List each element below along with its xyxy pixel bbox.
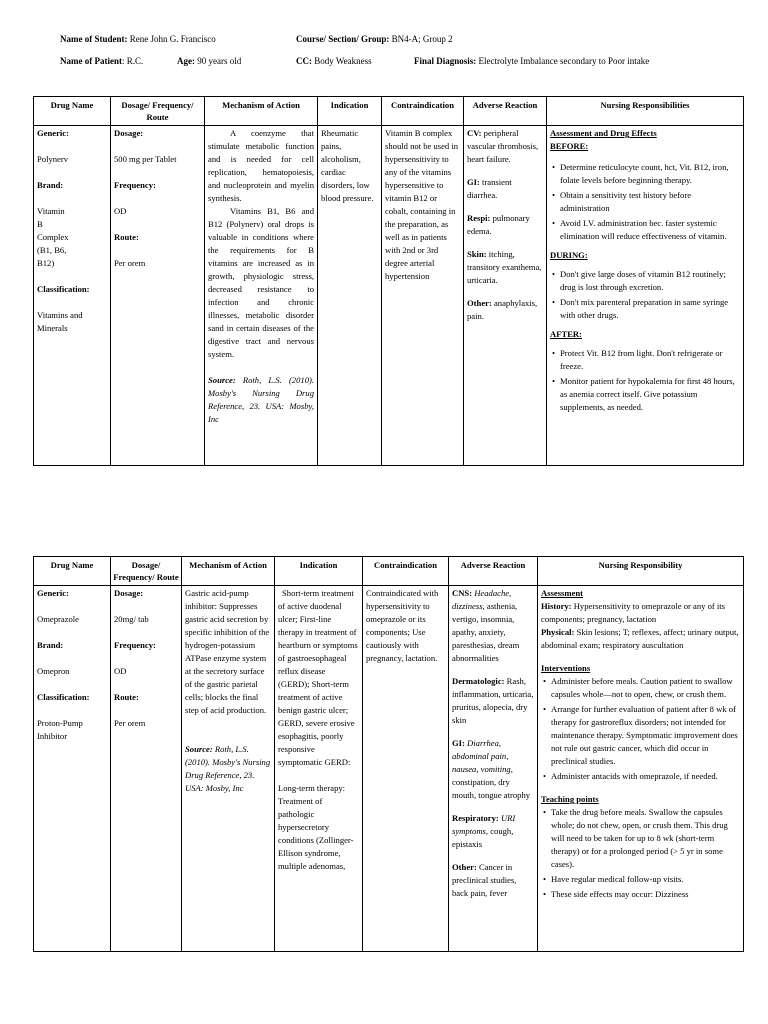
- brand-line: B: [37, 219, 43, 229]
- frequency-value: OD: [114, 206, 127, 216]
- source-text: Roth, L.S. (2010). Mosby's Nursing Drug Reference, 23. USA: Mosby, Inc: [208, 375, 315, 424]
- dosage-value: 20mg/ tab: [114, 614, 149, 624]
- adverse-respi: Respi: pulmonary edema.: [467, 213, 530, 236]
- list-item: • Administer before meals. Caution patient to swallow capsules whole—not to open, chew, or crush them.: [541, 675, 740, 701]
- course-line: [296, 33, 453, 46]
- brand-line: Vitamin: [37, 206, 65, 216]
- drug-table-omeprazole: [33, 556, 744, 952]
- col-contraindication: Contraindication: [363, 557, 449, 586]
- brand-label: Brand:: [37, 180, 64, 190]
- col-contraindication: Contraindication: [382, 97, 464, 126]
- col-indication: Indication: [318, 97, 382, 126]
- adverse-dermatologic: Dermatologic: Rash, inflammation, urticaria, pruritus, alopecia, dry skin: [452, 676, 534, 725]
- teaching-list: [541, 806, 740, 901]
- classification-line: Inhibitor: [37, 731, 68, 741]
- history-line: History: Hypersensitivity to omeprazole or any of its components; pregnancy, lactation: [541, 601, 726, 624]
- adverse-respiratory: Respiratory: URI symptoms, cough, epistaxis: [452, 813, 516, 849]
- nursing-cell: [547, 126, 744, 466]
- after-heading: AFTER:: [550, 329, 582, 339]
- mechanism-text: Gastric acid-pump inhibitor: Suppresses gastric acid secretion by specific inhibition of the hydrogen-potassium ATPase enzyme system at the secretory surface of the gastric parietal cells; blocks the final step of acid production.: [185, 588, 270, 715]
- adverse-reaction-cell: [464, 126, 547, 466]
- cc-label: CC:: [296, 56, 312, 66]
- during-heading: DURING:: [550, 250, 588, 260]
- frequency-value: OD: [114, 666, 127, 676]
- mechanism-cell: [182, 586, 275, 952]
- list-item: • Avoid I.V. administration bec. faster systemic elimination will reduce effectiveness of vitamin.: [550, 217, 740, 243]
- student-name: Rene John G. Francisco: [129, 34, 216, 44]
- assessment-heading: Assessment: [541, 588, 584, 598]
- teaching-heading: Teaching points: [541, 794, 599, 804]
- physical-line: Physical: Skin lesions; T; reflexes, affect; urinary output, abdominal exam; respiratory auscultation: [541, 627, 739, 650]
- before-heading: BEFORE:: [550, 141, 589, 151]
- generic-name: Polynerv: [37, 154, 69, 164]
- age-line: [177, 55, 241, 68]
- table-header-row: [34, 97, 744, 126]
- source-text: Roth, L.S. (2010). Mosby's Nursing Drug Reference, 23. USA: Mosby, Inc: [185, 744, 271, 793]
- course-label: Course/ Section/ Group:: [296, 34, 390, 44]
- route-label: Route:: [114, 232, 139, 242]
- contraindication-cell: Vitamin B complex should not be used in hypersensitivity to any of the vitamins hypersensitive to vitamin B12 or cobalt, containing in the preparation, as well as in patients with 2nd or 3rd degree arterial hypertension: [382, 126, 464, 466]
- course-value: BN4-A; Group 2: [391, 34, 453, 44]
- indication-cell: [275, 586, 363, 952]
- classification-label: Classification:: [37, 284, 90, 294]
- drug-table-polynerv: [33, 96, 744, 466]
- student-line: [60, 33, 216, 46]
- brand-name: Omepron: [37, 666, 70, 676]
- classification-line: Vitamins and: [37, 310, 83, 320]
- nursing-heading: Assessment and Drug Effects: [550, 128, 657, 138]
- col-dosage: Dosage/ Frequency/ Route: [111, 97, 205, 126]
- generic-label: Generic:: [37, 588, 69, 598]
- adverse-cns: CNS: Headache, dizziness, asthenia, vertigo, insomnia, apathy, anxiety, paresthesias, dream abnormalities: [452, 588, 520, 663]
- indication-text: Long-term therapy: Treatment of pathologic hypersecretory conditions (Zollinger-Ellison syndrome, multiple adenomas,: [278, 783, 354, 871]
- list-item: • Obtain a sensitivity test history before administration: [550, 189, 740, 215]
- col-adverse-reaction: Adverse Reaction: [449, 557, 538, 586]
- frequency-label: Frequency:: [114, 180, 156, 190]
- during-list: [550, 268, 740, 322]
- table-header-row: [34, 557, 744, 586]
- source-label: Source:: [208, 375, 236, 385]
- col-adverse-reaction: Adverse Reaction: [464, 97, 547, 126]
- col-nursing: Nursing Responsibilities: [547, 97, 744, 126]
- col-indication: Indication: [275, 557, 363, 586]
- drug-name-cell: [34, 586, 111, 952]
- col-mechanism: Mechanism of Action: [205, 97, 318, 126]
- list-item: • Protect Vit. B12 from light. Don't refrigerate or freeze.: [550, 347, 740, 373]
- mechanism-text: A coenzyme that stimulate metabolic function and is needed for cell replication, hematopoiesis, and nucleoprotein and myelin synthesis.: [208, 128, 314, 203]
- mechanism-cell: [205, 126, 318, 466]
- adverse-other: Other: anaphylaxis, pain.: [467, 298, 538, 321]
- classification-label: Classification:: [37, 692, 90, 702]
- route-value: Per orem: [114, 718, 146, 728]
- source-citation: [185, 743, 271, 795]
- age-value: 90 years old: [197, 56, 242, 66]
- adverse-skin: Skin: itching, transitory exanthema, urticaria.: [467, 249, 542, 285]
- drug-name-cell: [34, 126, 111, 466]
- table-row: [34, 586, 744, 952]
- indication-text: Short-term treatment of active duodenal ulcer; First-line therapy in treatment of heartburn or symptoms of gastroesophageal reflux disease (GERD); Short-term treatment of active benign gastric ulcer; GERD, severe erosive esophagitis, poorly responsive symptomatic GERD:: [278, 588, 358, 767]
- adverse-cv: CV: peripheral vascular thrombosis, heart failure.: [467, 128, 539, 164]
- list-item: • Arrange for further evaluation of patient after 8 wk of therapy for gastroreflux disorders; not intended for maintenance therapy. Symptomatic improvement does not rule out gastric cancer, which did occur in preclinical studies.: [541, 703, 740, 768]
- adverse-reaction-cell: [449, 586, 538, 952]
- col-nursing: Nursing Responsibility: [538, 557, 744, 586]
- col-dosage: Dosage/ Frequency/ Route: [111, 557, 182, 586]
- student-label: Name of Student:: [60, 34, 128, 44]
- source-citation: [208, 374, 314, 426]
- dosage-cell: [111, 126, 205, 466]
- col-drug-name: Drug Name: [34, 557, 111, 586]
- col-drug-name: Drug Name: [34, 97, 111, 126]
- list-item: • Administer antacids with omeprazole, if needed.: [541, 770, 740, 783]
- list-item: • Have regular medical follow-up visits.: [541, 873, 740, 886]
- diagnosis-line: [414, 55, 649, 68]
- list-item: • Don't give large doses of vitamin B12 routinely; drug is lost through excretion.: [550, 268, 740, 294]
- adverse-gi: GI: transient diarrhea.: [467, 177, 512, 200]
- indication-cell: Rheumatic pains, alcoholism, cardiac disorders, low blood pressure.: [318, 126, 382, 466]
- generic-label: Generic:: [37, 128, 69, 138]
- dosage-value: 500 mg per Tablet: [114, 154, 177, 164]
- dosage-label: Dosage:: [114, 588, 144, 598]
- brand-line: (B1, B6,: [37, 245, 67, 255]
- patient-line: [60, 55, 143, 68]
- cc-value: Body Weakness: [314, 56, 372, 66]
- frequency-label: Frequency:: [114, 640, 156, 650]
- route-value: Per orem: [114, 258, 146, 268]
- classification-line: Proton-Pump: [37, 718, 83, 728]
- adverse-gi: GI: Diarrhea, abdominal pain, nausea, vomiting, constipation, dry mouth, tongue atrophy: [452, 738, 531, 800]
- brand-line: Complex: [37, 232, 69, 242]
- generic-name: Omeprazole: [37, 614, 79, 624]
- after-list: [550, 347, 740, 414]
- mechanism-text: Vitamins B1, B6 and B12 (Polynerv) oral drops is valuable in conditions where the requirements for B vitamins are increased as in growth, physiologic stress, decreased resistance to infection and chronic illnesses, metabolic disorder sand in certain diseases of the digestive tract and nervous system.: [208, 206, 314, 359]
- cc-line: [296, 55, 372, 68]
- age-label: Age:: [177, 56, 195, 66]
- brand-line: B12): [37, 258, 55, 268]
- list-item: • Determine reticulocyte count, hct, Vit. B12, iron, folate levels before beginning therapy.: [550, 161, 740, 187]
- list-item: • Don't mix parenteral preparation in same syringe with other drugs.: [550, 296, 740, 322]
- col-mechanism: Mechanism of Action: [182, 557, 275, 586]
- route-label: Route:: [114, 692, 139, 702]
- dosage-cell: [111, 586, 182, 952]
- contraindication-cell: Contraindicated with hypersensitivity to omeprazole or its components; Use cautiously with pregnancy, lactation.: [363, 586, 449, 952]
- diagnosis-label: Final Diagnosis:: [414, 56, 477, 66]
- patient-name: : R.C.: [121, 56, 144, 66]
- adverse-other: Other: Cancer in preclinical studies, back pain, fever: [452, 862, 517, 898]
- classification-line: Minerals: [37, 323, 68, 333]
- list-item: • Monitor patient for hypokalemia for first 48 hours, as anemia correct itself. Give potassium supplements, as needed.: [550, 375, 740, 414]
- before-list: [550, 161, 740, 243]
- diagnosis-value: Electrolyte Imbalance secondary to Poor intake: [478, 56, 650, 66]
- dosage-label: Dosage:: [114, 128, 144, 138]
- brand-label: Brand:: [37, 640, 64, 650]
- patient-label: Name of Patient: [60, 56, 122, 66]
- interventions-heading: Interventions: [541, 663, 591, 673]
- interventions-list: [541, 675, 740, 783]
- list-item: • These side effects may occur: Dizziness: [541, 888, 740, 901]
- table-row: [34, 126, 744, 466]
- source-label: Source:: [185, 744, 213, 754]
- nursing-cell: [538, 586, 744, 952]
- list-item: • Take the drug before meals. Swallow the capsules whole; do not chew, open, or crush them. This drug will need to be taken for up to 8 wk (short-term therapy) or for a prolonged period (> 5 yr in some cases).: [541, 806, 740, 871]
